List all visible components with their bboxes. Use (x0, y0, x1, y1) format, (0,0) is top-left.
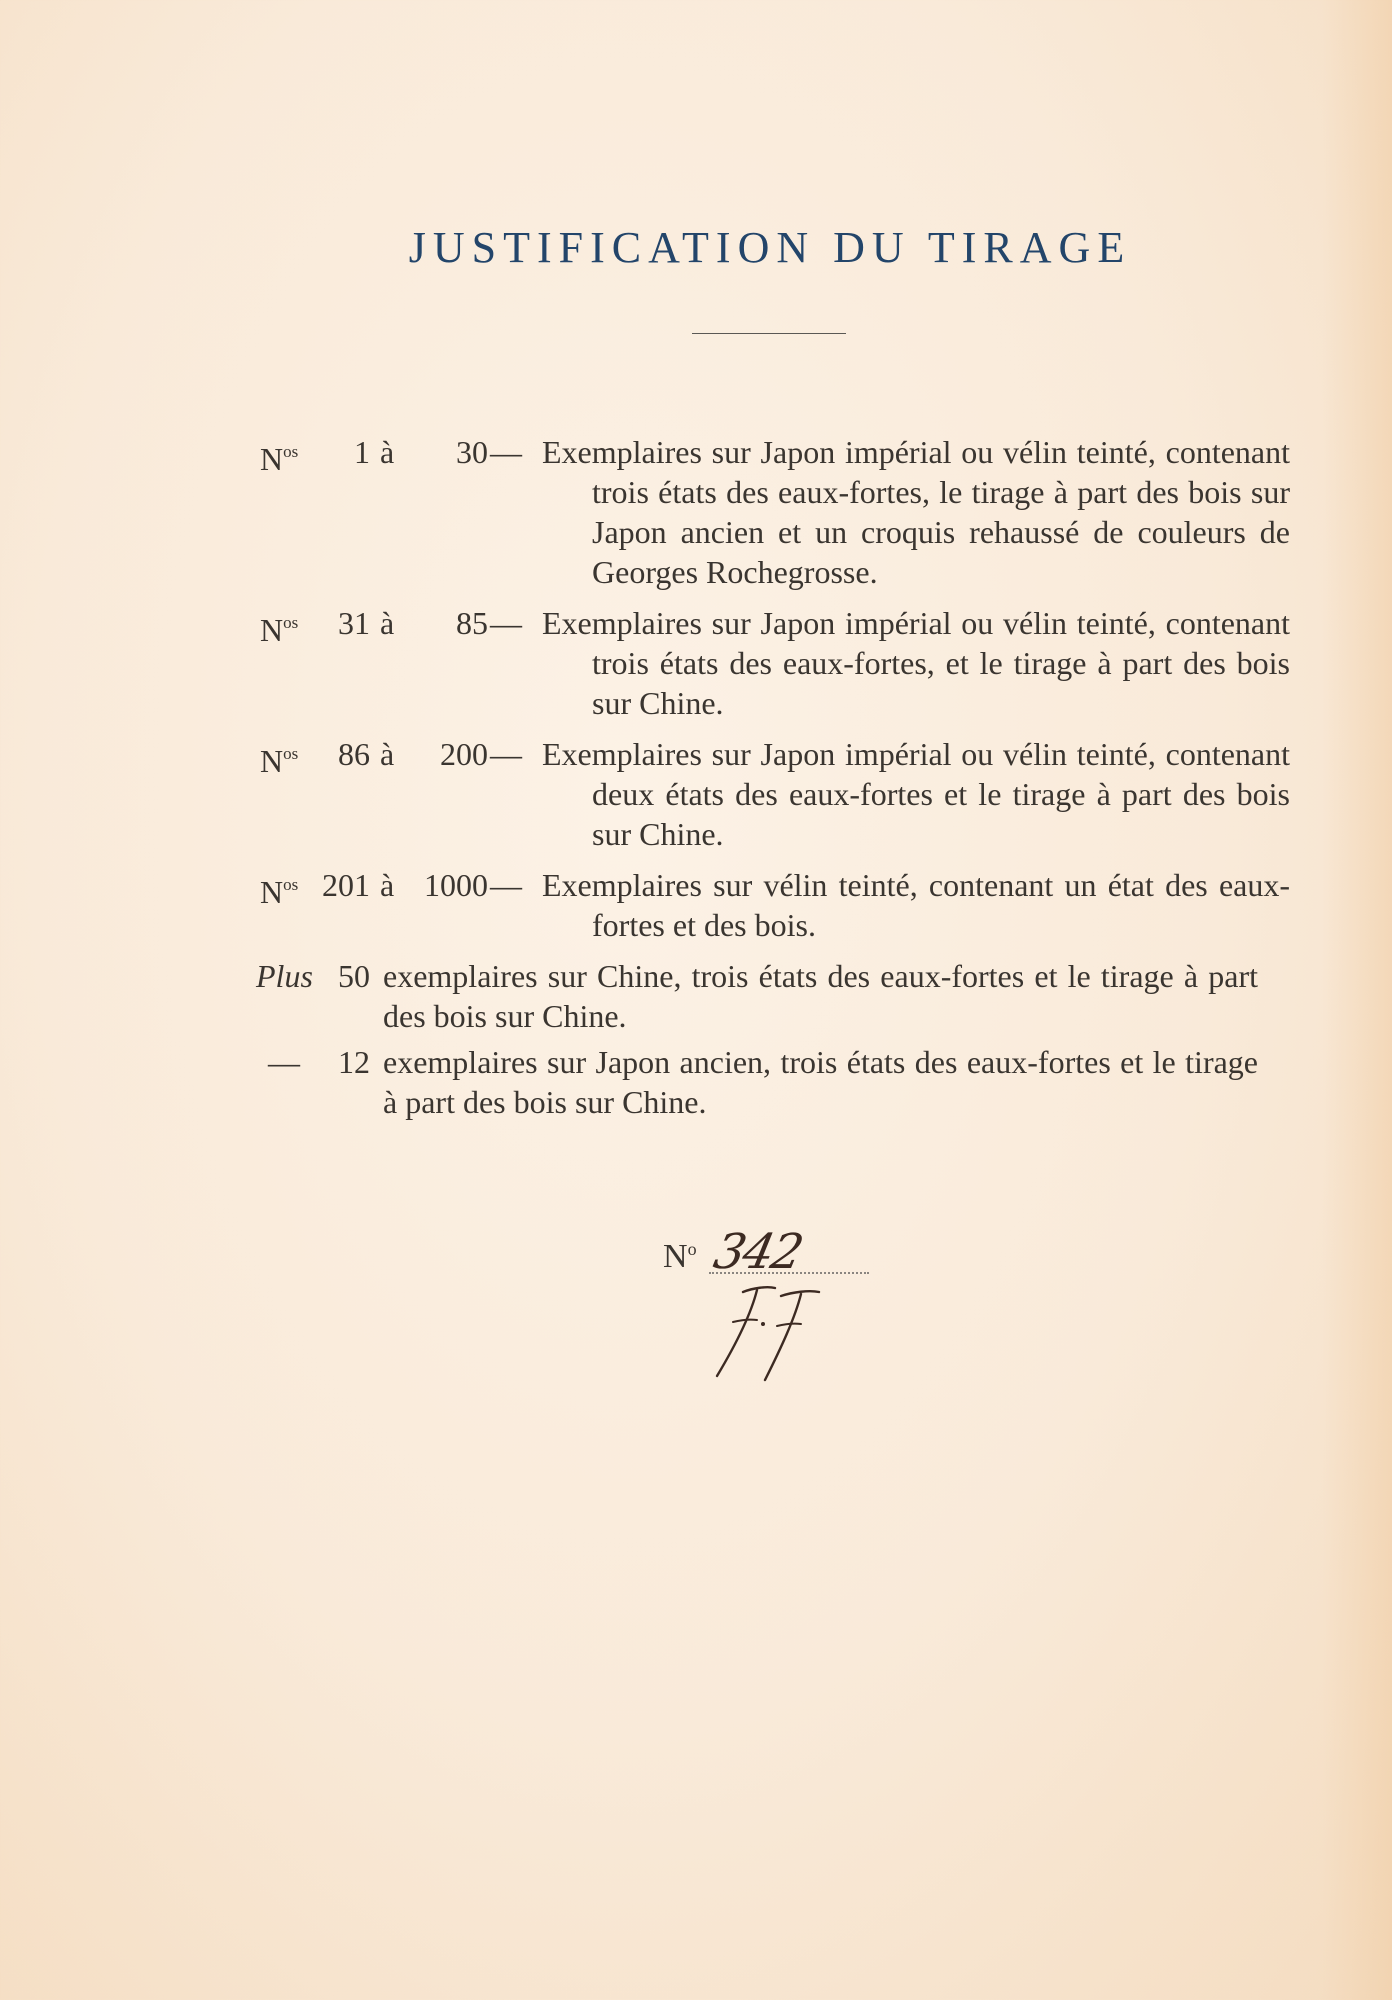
extra-count: 12 (338, 1044, 370, 1080)
entry-text: Exemplaires sur Japon impérial ou vélin teinté, contenant trois états des eaux-fortes, le tirage à part des bois sur Japon ancien et un croquis rehaussé de couleurs de Georges Rochegrosse. (542, 434, 1290, 590)
extra-12-japon (260, 1042, 1260, 1122)
entry-number-label: $N^{os}$ (260, 441, 299, 477)
handwritten-initials-signature (705, 1284, 845, 1384)
entry-dash: — (490, 605, 522, 641)
entry-1-30 (260, 432, 1290, 592)
handwritten-copy-number: 342 (709, 1224, 807, 1280)
entry-31-85 (260, 603, 1290, 723)
entry-from: 1 (354, 434, 370, 470)
entry-from: 86 (338, 736, 370, 772)
entry-number-label: $N^{os}$ (260, 612, 299, 648)
extra-lead: — (268, 1044, 300, 1080)
extra-50-chine (256, 956, 1260, 1036)
entry-text: Exemplaires sur Japon impérial ou vélin teinté, contenant trois états des eaux-fortes, et le tirage à part des bois sur Chine. (542, 605, 1290, 721)
entry-to: 1000 (424, 867, 488, 903)
entry-dash: — (490, 736, 522, 772)
print-run-list (256, 432, 1290, 1122)
entry-86-200 (260, 734, 1290, 854)
entry-number-label: $N^{os}$ (260, 743, 299, 779)
page-title: JUSTIFICATION DU TIRAGE (408, 223, 1132, 272)
page-edge-shading (1322, 0, 1392, 2000)
extra-lead: Plus (256, 958, 313, 994)
extra-text: exemplaires sur Japon ancien, trois états des eaux-fortes et le tirage à part des bois sur Chine. (383, 1044, 1258, 1120)
entry-dash: — (490, 867, 522, 903)
entry-text: Exemplaires sur vélin teinté, contenant un état des eaux-fortes et des bois. (542, 867, 1290, 943)
copy-number-label: $N^o$ (663, 1238, 697, 1275)
entry-a: à (380, 434, 395, 470)
entry-from: 31 (338, 605, 370, 641)
entry-a: à (380, 736, 395, 772)
entry-number-label: $N^{os}$ (260, 874, 299, 910)
entry-to: 200 (440, 736, 488, 772)
entry-from: 201 (322, 867, 370, 903)
entry-201-1000 (260, 865, 1290, 945)
extra-text: exemplaires sur Chine, trois états des eaux-fortes et le tirage à part des bois sur Chine. (383, 958, 1258, 1034)
title-rule (692, 333, 846, 334)
entry-text: Exemplaires sur Japon impérial ou vélin teinté, contenant deux états des eaux-fortes et le tirage à part des bois sur Chine. (542, 736, 1290, 852)
extra-count: 50 (338, 958, 370, 994)
entry-to: 85 (456, 605, 488, 641)
copy-number (655, 1224, 895, 1382)
entry-to: 30 (456, 434, 488, 470)
entry-dash: — (490, 434, 522, 470)
entry-a: à (380, 605, 395, 641)
entry-a: à (380, 867, 395, 903)
